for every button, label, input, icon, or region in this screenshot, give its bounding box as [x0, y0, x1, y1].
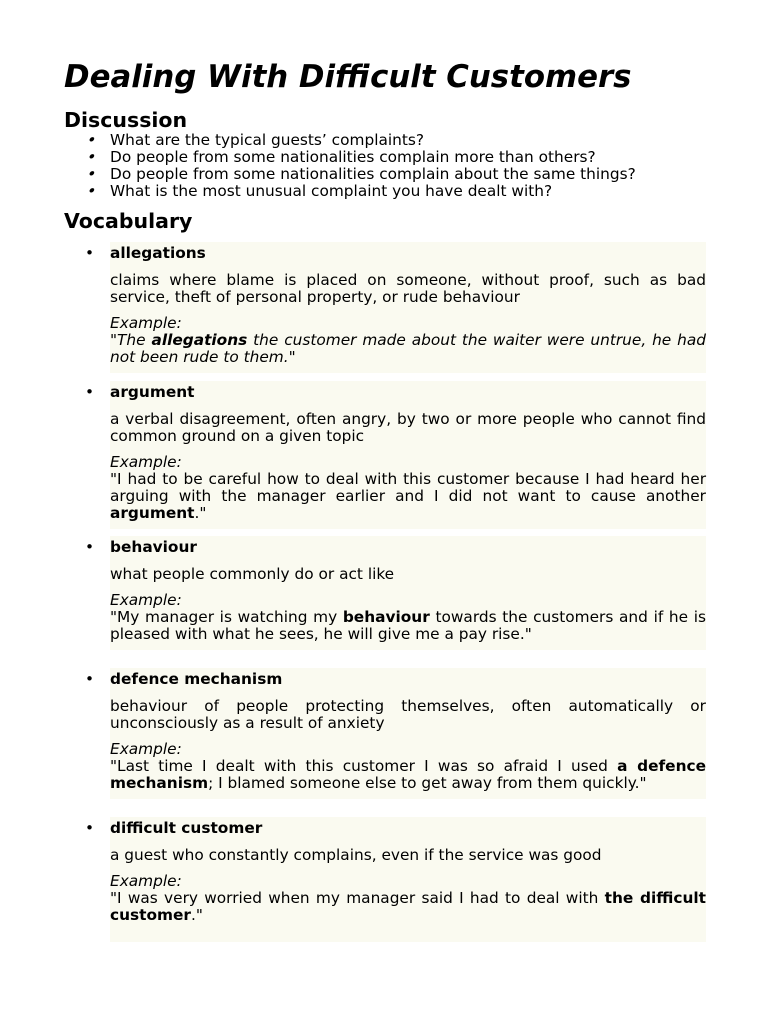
- example-text: "The: [110, 331, 152, 349]
- example-text: "I was very worried when my manager said I had to deal with: [110, 889, 605, 907]
- example-text: .": [194, 504, 207, 522]
- discussion-item: [110, 166, 710, 183]
- vocab-definition: a verbal disagreement, often angry, by two or more people who cannot find common ground on a given topic: [110, 409, 706, 445]
- discussion-item: [110, 132, 710, 149]
- vocab-definition: behaviour of people protecting themselves, often automatically or unconsciously as a result of anxiety: [110, 696, 706, 732]
- bullet-icon: [85, 384, 94, 401]
- example-text: ; I blamed someone else to get away from them quickly.": [208, 774, 647, 792]
- example-sentence: [110, 471, 706, 522]
- bullet-icon: [87, 132, 96, 149]
- example-label: Example:: [110, 872, 182, 890]
- vocab-entry-allegations: [110, 242, 706, 374]
- example-text: the customer made about the waiter were untrue, he had not been rude to them.": [110, 331, 706, 366]
- example-sentence: [110, 758, 706, 792]
- vocab-definition: a guest who constantly complains, even if the service was good: [110, 845, 602, 864]
- example-text: .": [191, 906, 203, 924]
- vocab-term: argument: [110, 382, 195, 401]
- bullet-icon: [87, 183, 96, 200]
- vocabulary-heading: Vocabulary: [64, 209, 193, 233]
- page-title: Dealing With Difficult Customers: [64, 59, 632, 95]
- discussion-question: What is the most unusual complaint you have dealt with?: [110, 181, 553, 200]
- example-sentence: [110, 890, 706, 924]
- vocab-entry-difficult-customer: [110, 817, 706, 943]
- discussion-question: What are the typical guests’ complaints?: [110, 130, 424, 149]
- vocab-term: defence mechanism: [110, 669, 283, 688]
- bullet-icon: [87, 149, 96, 166]
- example-label: Example:: [110, 591, 182, 609]
- example-text: towards the customers and if he is pleased with what he sees, he will give me a pay rise.": [110, 608, 706, 643]
- example-label: Example:: [110, 740, 182, 758]
- vocab-definition: what people commonly do or act like: [110, 564, 395, 583]
- discussion-item: [110, 183, 710, 200]
- example-text: "My manager is watching my: [110, 608, 343, 626]
- discussion-item: [110, 149, 710, 166]
- example-keyword: behaviour: [342, 608, 430, 626]
- vocab-entry-defence-mechanism: [110, 668, 706, 800]
- example-sentence: [110, 609, 706, 643]
- bullet-icon: [85, 539, 94, 556]
- example-label: Example:: [110, 314, 182, 332]
- vocab-definition: claims where blame is placed on someone, without proof, such as bad service, theft of personal property, or rude behaviour: [110, 270, 706, 306]
- bullet-icon: [85, 671, 94, 688]
- discussion-question: Do people from some nationalities complain about the same things?: [110, 164, 636, 183]
- discussion-question: Do people from some nationalities complain more than others?: [110, 147, 596, 166]
- example-keyword: the difficult customer: [110, 889, 707, 924]
- example-text: "I had to be careful how to deal with this customer because I had heard her arguing with the manager earlier and I did not want to cause another: [110, 470, 706, 505]
- example-keyword: allegations: [151, 331, 248, 349]
- discussion-heading: Discussion: [64, 108, 188, 132]
- example-keyword: a defence mechanism: [110, 757, 706, 792]
- vocab-term: allegations: [110, 243, 206, 262]
- bullet-icon: [87, 166, 96, 183]
- bullet-icon: [85, 820, 94, 837]
- example-label: Example:: [110, 453, 182, 471]
- discussion-list: [110, 132, 710, 200]
- vocab-term: behaviour: [110, 537, 197, 556]
- example-keyword: argument: [110, 504, 195, 522]
- vocab-entry-argument: [110, 381, 706, 530]
- vocab-entry-behaviour: [110, 536, 706, 651]
- vocab-term: difficult customer: [110, 818, 263, 837]
- example-sentence: [110, 332, 706, 366]
- bullet-icon: [85, 245, 94, 262]
- example-text: "Last time I dealt with this customer I was so afraid I used: [110, 757, 618, 775]
